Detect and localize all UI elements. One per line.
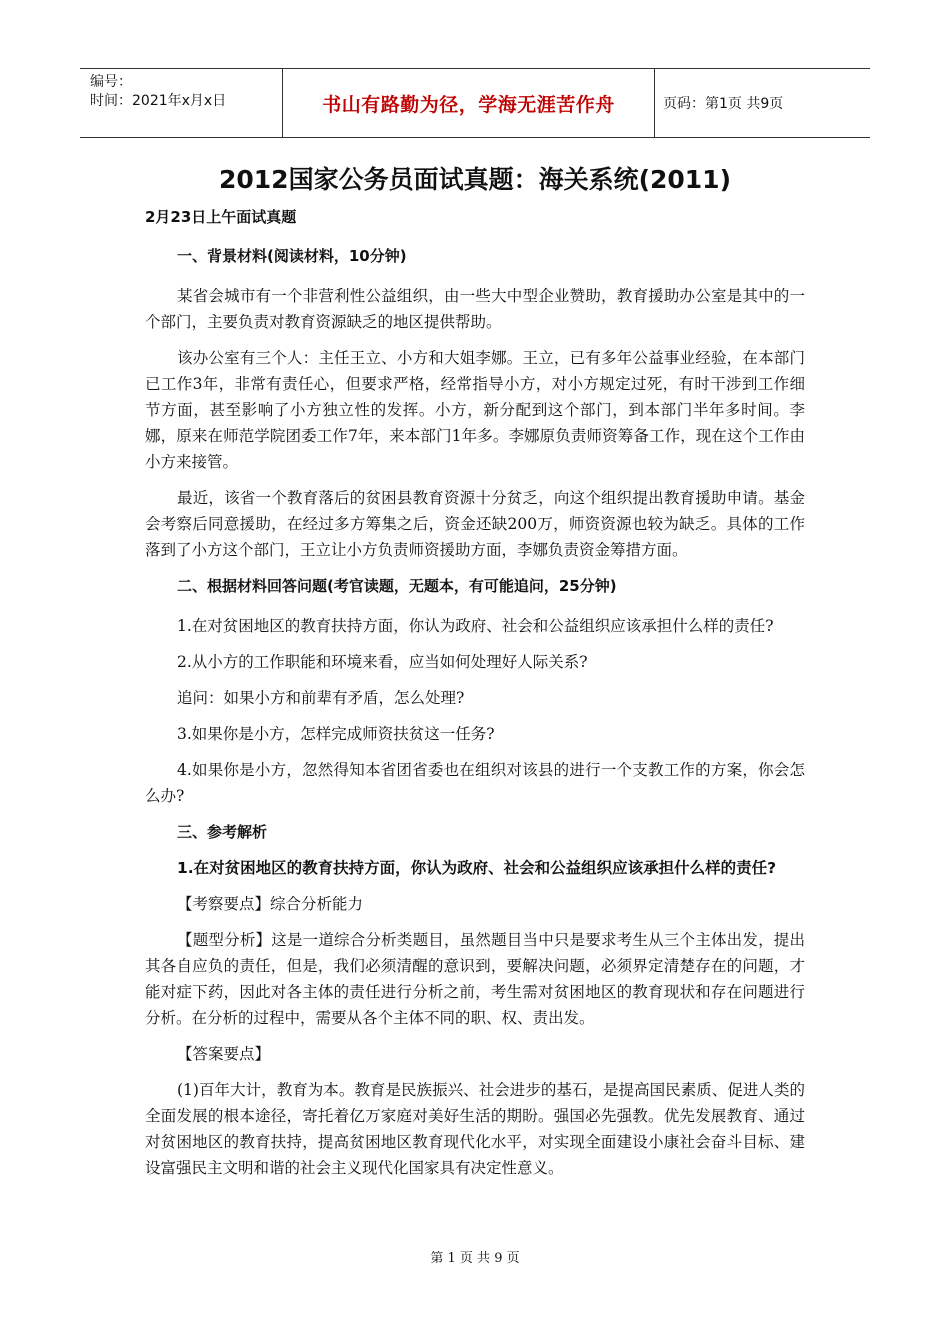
question-4: 4.如果你是小方，忽然得知本省团省委也在组织对该县的进行一个支教工作的方案，你会怎么办?	[145, 761, 805, 805]
answer-point-1: (1)百年大计，教育为本。教育是民族振兴、社会进步的基石，是提高国民素质、促进人类的全面发展的根本途径，寄托着亿万家庭对美好生活的期盼。强国必先强教。优先发展教育、通过对贫困地区的教育扶持，提高贫困地区教育现代化水平，对实现全面建设小康社会奋斗目标、建设富强民主文明和谐的社会主义现代化国家具有决定性意义。	[145, 1081, 805, 1177]
header-table	[80, 68, 870, 138]
exam-points: 【考察要点】综合分析能力	[177, 895, 364, 913]
section-heading-1: 一、背景材料(阅读材料，10分钟)	[177, 247, 407, 265]
document-subtitle: 2月23日上午面试真题	[145, 208, 297, 226]
question-3: 3.如果你是小方，怎样完成师资扶贫这一任务?	[177, 725, 495, 743]
motto-text: 书山有路勤为径，学海无涯苦作舟	[322, 93, 615, 116]
header-left-cell	[80, 69, 282, 137]
paragraph-1: 某省会城市有一个非营利性公益组织，由一些大中型企业赞助，教育援助办公室是其中的一个部门，主要负责对教育资源缺乏的地区提供帮助。	[145, 287, 805, 331]
document-title: 2012国家公务员面试真题：海关系统(2011)	[218, 165, 731, 194]
analysis-question-1: 1.在对贫困地区的教育扶持方面，你认为政府、社会和公益组织应该承担什么样的责任?	[177, 859, 777, 877]
time-label: 时间：2021年x月x日	[90, 93, 227, 109]
header-motto-cell	[282, 69, 655, 137]
number-label: 编号：	[90, 74, 132, 90]
document-body	[145, 160, 805, 1191]
page-footer: 第 1 页 共 9 页	[430, 1251, 520, 1266]
answer-points-heading: 【答案要点】	[177, 1045, 271, 1063]
section-heading-3: 三、参考解析	[177, 823, 268, 841]
question-1: 1.在对贫困地区的教育扶持方面，你认为政府、社会和公益组织应该承担什么样的责任?	[177, 617, 774, 635]
paragraph-2: 该办公室有三个人：主任王立、小方和大姐李娜。王立，已有多年公益事业经验，在本部门已工作3年，非常有责任心，但要求严格，经常指导小方，对小方规定过死，有时干涉到工作细节方面，甚至影响了小方独立性的发挥。小方，新分配到这个部门，到本部门半年多时间。李娜，原来在师范学院团委工作7年，来本部门1年多。李娜原负责师资筹备工作，现在这个工作由小方来接管。	[145, 349, 805, 471]
section-heading-2: 二、根据材料回答问题(考官读题，无题本，有可能追问，25分钟)	[177, 577, 617, 595]
header-page-cell	[655, 69, 870, 137]
question-2-follow-up: 追问：如果小方和前辈有矛盾，怎么处理?	[177, 689, 465, 707]
question-2: 2.从小方的工作职能和环境来看，应当如何处理好人际关系?	[177, 653, 588, 671]
page-label: 页码：第1页 共9页	[663, 96, 784, 112]
paragraph-3: 最近，该省一个教育落后的贫困县教育资源十分贫乏，向这个组织提出教育援助申请。基金会考察后同意援助，在经过多方筹集之后，资金还缺200万，师资资源也较为缺乏。具体的工作落到了小方这个部门，王立让小方负责师资援助方面，李娜负责资金筹措方面。	[145, 489, 805, 559]
question-type-analysis: 【题型分析】这是一道综合分析类题目，虽然题目当中只是要求考生从三个主体出发，提出其各自应负的责任，但是，我们必须清醒的意识到，要解决问题，必须界定清楚存在的问题，才能对症下药，因此对各主体的责任进行分析之前，考生需对贫困地区的教育现状和存在问题进行分析。在分析的过程中，需要从各个主体不同的职、权、责出发。	[145, 931, 805, 1027]
